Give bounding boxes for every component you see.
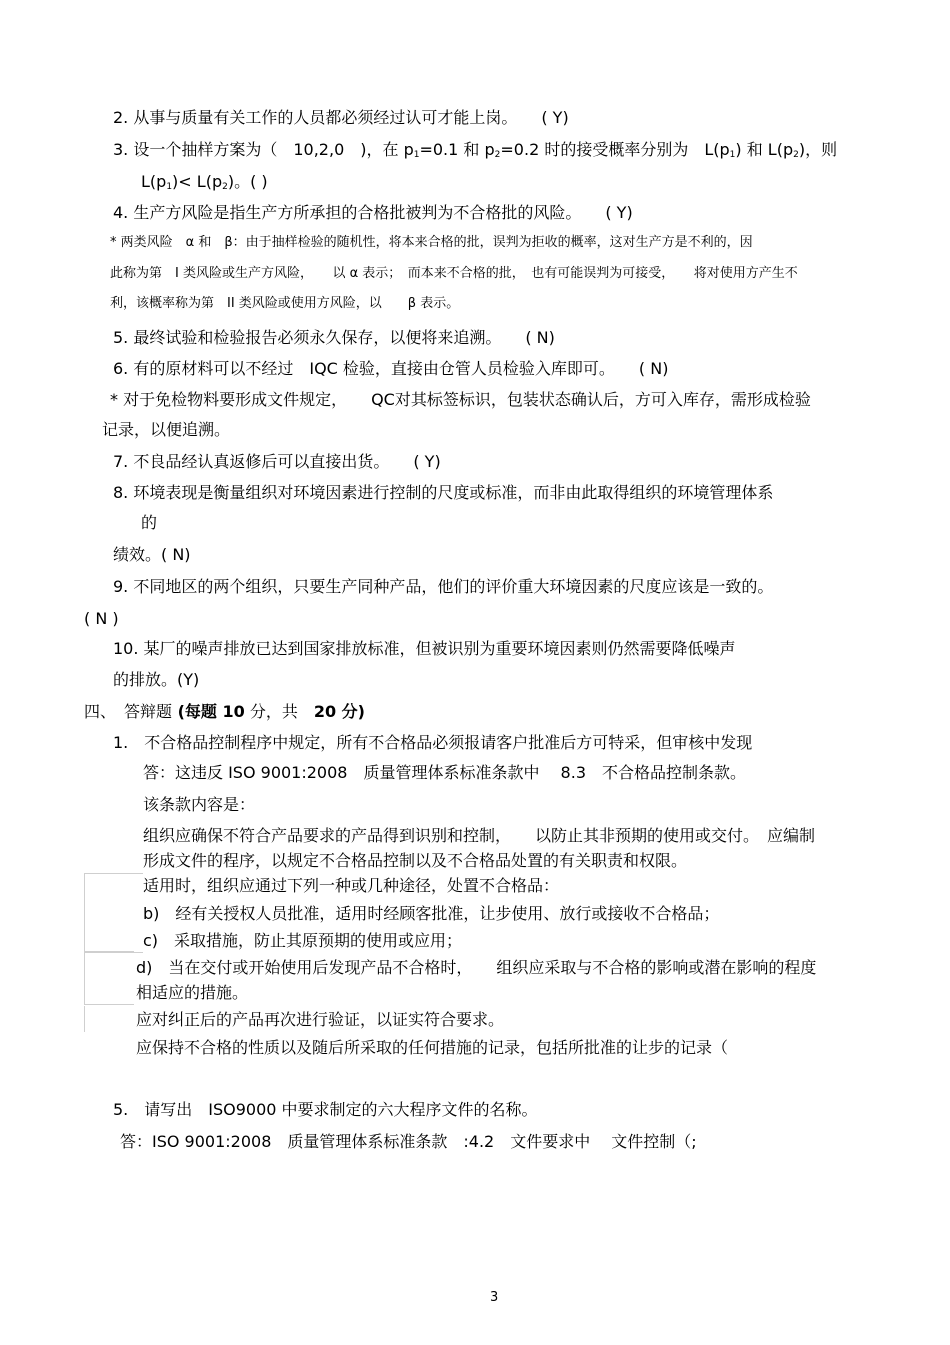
q3-subscript: 2 — [793, 150, 799, 160]
question-6: 6. 有的原材料可以不经过 IQC 检验，直接由仓管人员检验入库即可。 ( N) — [113, 359, 669, 378]
section-4-title: 四、 答辩题 — [84, 702, 173, 721]
frame-box-2 — [84, 951, 134, 1005]
answer-1-clause-text: 应对纠正后的产品再次进行验证，以证实符合要求。 — [136, 1010, 505, 1029]
note-4-line-3: 利，该概率称为第 II 类风险或使用方风险，以 β 表示。 — [110, 296, 460, 311]
q3-subscript: 1 — [729, 150, 736, 160]
question-5: 5. 最终试验和检验报告必须永久保存，以便将来追溯。 ( N) — [113, 328, 555, 347]
note-6-line-2: 记录，以便追溯。 — [102, 420, 231, 439]
question-8-line-1: 8. 环境表现是衡量组织对环境因素进行控制的尺度或标准，而非由此取得组织的环境管理体系 — [113, 483, 774, 502]
question-8-line-3: 绩效。( N) — [113, 545, 191, 564]
answer-1-item-b: b) 经有关授权人员批准，适用时经顾客批准，让步使用、放行或接收不合格品； — [143, 904, 720, 923]
question-2: 2. 从事与质量有关工作的人员都必须经过认可才能上岗。 ( Y) — [113, 108, 569, 127]
answer-1-item-c: c) 采取措施，防止其原预期的使用或应用； — [143, 931, 463, 950]
q3-text: )< L(p — [172, 172, 223, 191]
answer-1-reply: 答：这违反 ISO 9001:2008 质量管理体系标准条款中 8.3 不合格品控制条款。 — [143, 763, 747, 782]
q3-text: ) 和 L(p — [735, 140, 794, 159]
question-4: 4. 生产方风险是指生产方所承担的合格批被判为不合格批的风险。 ( Y) — [113, 203, 633, 222]
question-10-line-1: 10. 某厂的噪声排放已达到国家排放标准，但被识别为重要环境因素则仍然需要降低噪声 — [113, 639, 736, 658]
q3-subscript: 2 — [494, 150, 501, 160]
answer-1-item-d: d) 当在交付或开始使用后发现产品不合格时， 组织应采取与不合格的影响或潜在影响的程度 — [136, 958, 817, 977]
answer-1-clause-text: 组织应确保不符合产品要求的产品得到识别和控制， 以防止其非预期的使用或交付。 应编制 — [143, 826, 816, 845]
q3-text: )，则 — [798, 140, 838, 159]
answer-5-reply: 答：ISO 9001:2008 质量管理体系标准条款 :4.2 文件要求中 文件控制（; — [120, 1132, 697, 1151]
q3-text: =0.2 时的接受概率分别为 L(p — [500, 140, 730, 159]
answer-5-question: 5. 请写出 ISO9000 中要求制定的六大程序文件的名称。 — [113, 1100, 538, 1119]
section-4-total: 20 — [313, 702, 337, 721]
q3-subscript: 1 — [413, 150, 420, 160]
q3-text: )。( ) — [227, 172, 268, 191]
section-4-points: 10 — [222, 702, 245, 721]
answer-1-clause-intro: 该条款内容是： — [143, 795, 256, 814]
section-4-heading — [84, 702, 365, 722]
question-7: 7. 不良品经认真返修后可以直接出货。 ( Y) — [113, 452, 441, 471]
question-10-line-2: 的排放。(Y) — [113, 670, 200, 689]
q3-subscript: 1 — [166, 182, 173, 192]
answer-1-clause-text: 应保持不合格的性质以及随后所采取的任何措施的记录，包括所批准的让步的记录（ — [136, 1038, 729, 1057]
answer-1-question: 1. 不合格品控制程序中规定，所有不合格品必须报请客户批准后方可特采，但审核中发现 — [113, 733, 753, 752]
question-3-line-2 — [141, 172, 268, 197]
note-6-line-1: * 对于免检物料要形成文件规定， QC对其标签标识，包装状态确认后，方可入库存，需形成检验 — [110, 390, 811, 409]
answer-1-clause-text: 形成文件的程序，以规定不合格品控制以及不合格品处置的有关职责和权限。 — [143, 851, 688, 870]
note-4-line-2: 此称为第 I 类风险或生产方风险， 以 α 表示； 而本来不合格的批， 也有可能误判为可接受， 将对使用方产生不 — [110, 266, 798, 281]
answer-1-item-d-cont: 相适应的措施。 — [136, 983, 249, 1002]
section-4-note: (每题 — [172, 702, 223, 721]
q3-subscript: 2 — [222, 182, 228, 192]
q3-text: 3. 设一个抽样方案为（ 10,2,0 )，在 p — [113, 140, 414, 159]
note-4-line-1: * 两类风险 α 和 β：由于抽样检验的随机性，将本来合格的批，误判为拒收的概率，这对生产方是不利的，因 — [110, 235, 753, 250]
frame-box-1 — [84, 873, 143, 953]
page-number: 3 — [490, 1290, 499, 1305]
section-4-note: 分) — [336, 702, 365, 721]
question-9-line-2: ( N ) — [84, 609, 119, 628]
question-9-line-1: 9. 不同地区的两个组织，只要生产同种产品，他们的评价重大环境因素的尺度应该是一致的。 — [113, 577, 774, 596]
q3-text: =0.1 和 p — [419, 140, 495, 159]
frame-box-3 — [84, 1006, 85, 1032]
question-8-line-2: 的 — [141, 513, 158, 532]
q3-text: L(p — [141, 172, 167, 191]
answer-1-clause-text: 适用时，组织应通过下列一种或几种途径，处置不合格品： — [143, 876, 560, 895]
section-4-note: 分，共 — [244, 702, 314, 721]
question-3-line-1 — [113, 140, 837, 165]
